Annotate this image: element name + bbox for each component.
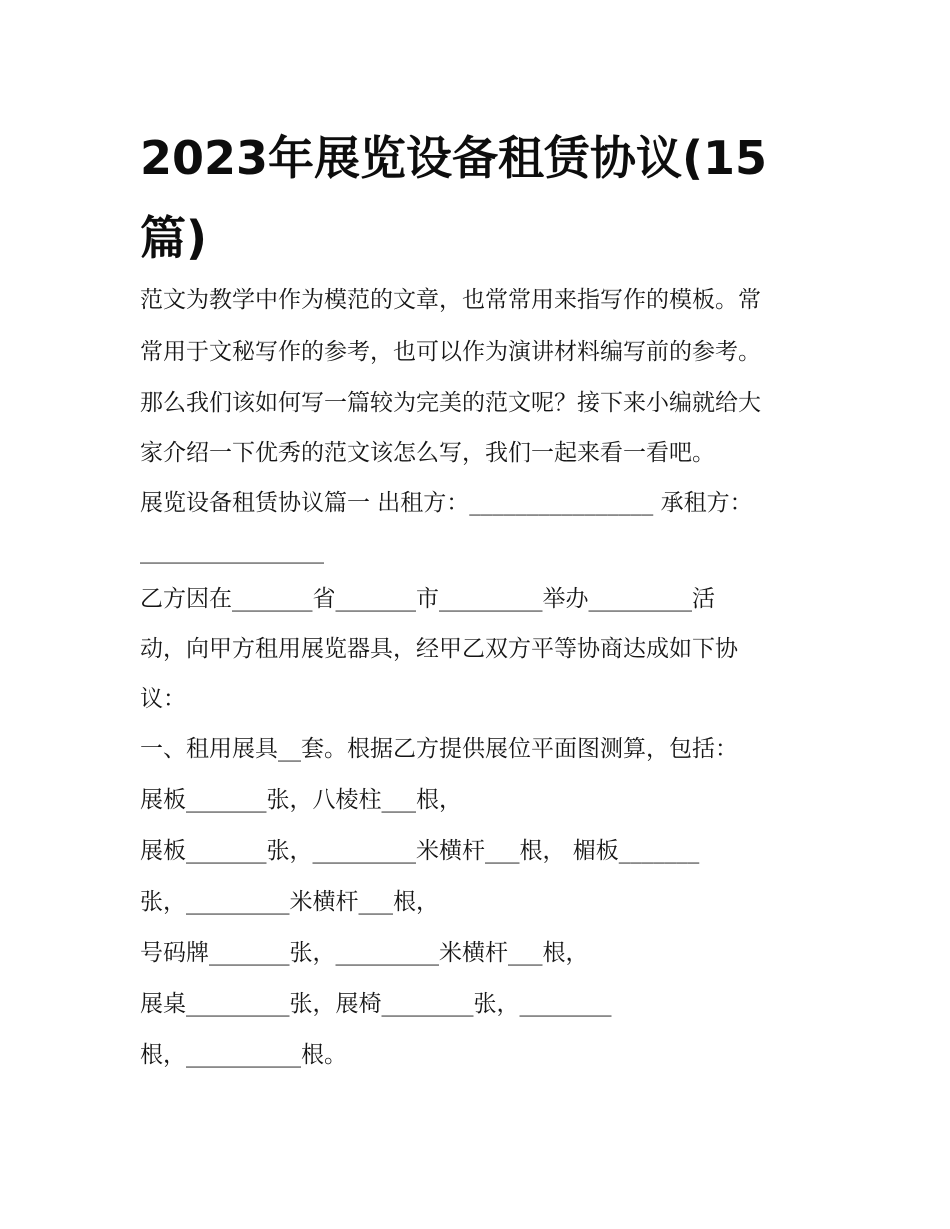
intro-line: 那么我们该如何写一篇较为完美的范文呢？接下来小编就给大 <box>140 390 761 416</box>
body-line: 议： <box>140 686 186 712</box>
body-line: 张，_________米横杆___根， <box>140 889 439 915</box>
body-line: 乙方因在_______省_______市_________举办_________活 <box>140 586 715 612</box>
body-line: 展板_______张，八棱柱___根， <box>140 787 462 813</box>
intro-line: 家介绍一下优秀的范文该怎么写，我们一起来看一看吧。 <box>140 440 715 466</box>
body-line: 号码牌_______张，_________米横杆___根， <box>140 940 589 966</box>
body-line: 根，__________根。 <box>140 1042 347 1068</box>
intro-line: 常用于文秘写作的参考，也可以作为演讲材料编写前的参考。 <box>140 339 761 365</box>
section-heading-continuation: ________________ <box>140 538 324 564</box>
document-title: 2023年展览设备租赁协议(15篇) <box>140 131 768 265</box>
body-line: 动，向甲方租用展览器具，经甲乙双方平等协商达成如下协 <box>140 636 738 662</box>
body-line: 展板_______张，_________米横杆___根， 楣板_______ <box>140 838 700 864</box>
body-line: 展桌_________张，展椅________张，________ <box>140 991 612 1017</box>
body-line: 一、租用展具__套。根据乙方提供展位平面图测算，包括： <box>140 736 738 762</box>
section-heading: 展览设备租赁协议篇一 出租方：________________ 承租方： <box>140 490 753 516</box>
intro-line: 范文为教学中作为模范的文章，也常常用来指写作的模板。常 <box>140 287 761 313</box>
